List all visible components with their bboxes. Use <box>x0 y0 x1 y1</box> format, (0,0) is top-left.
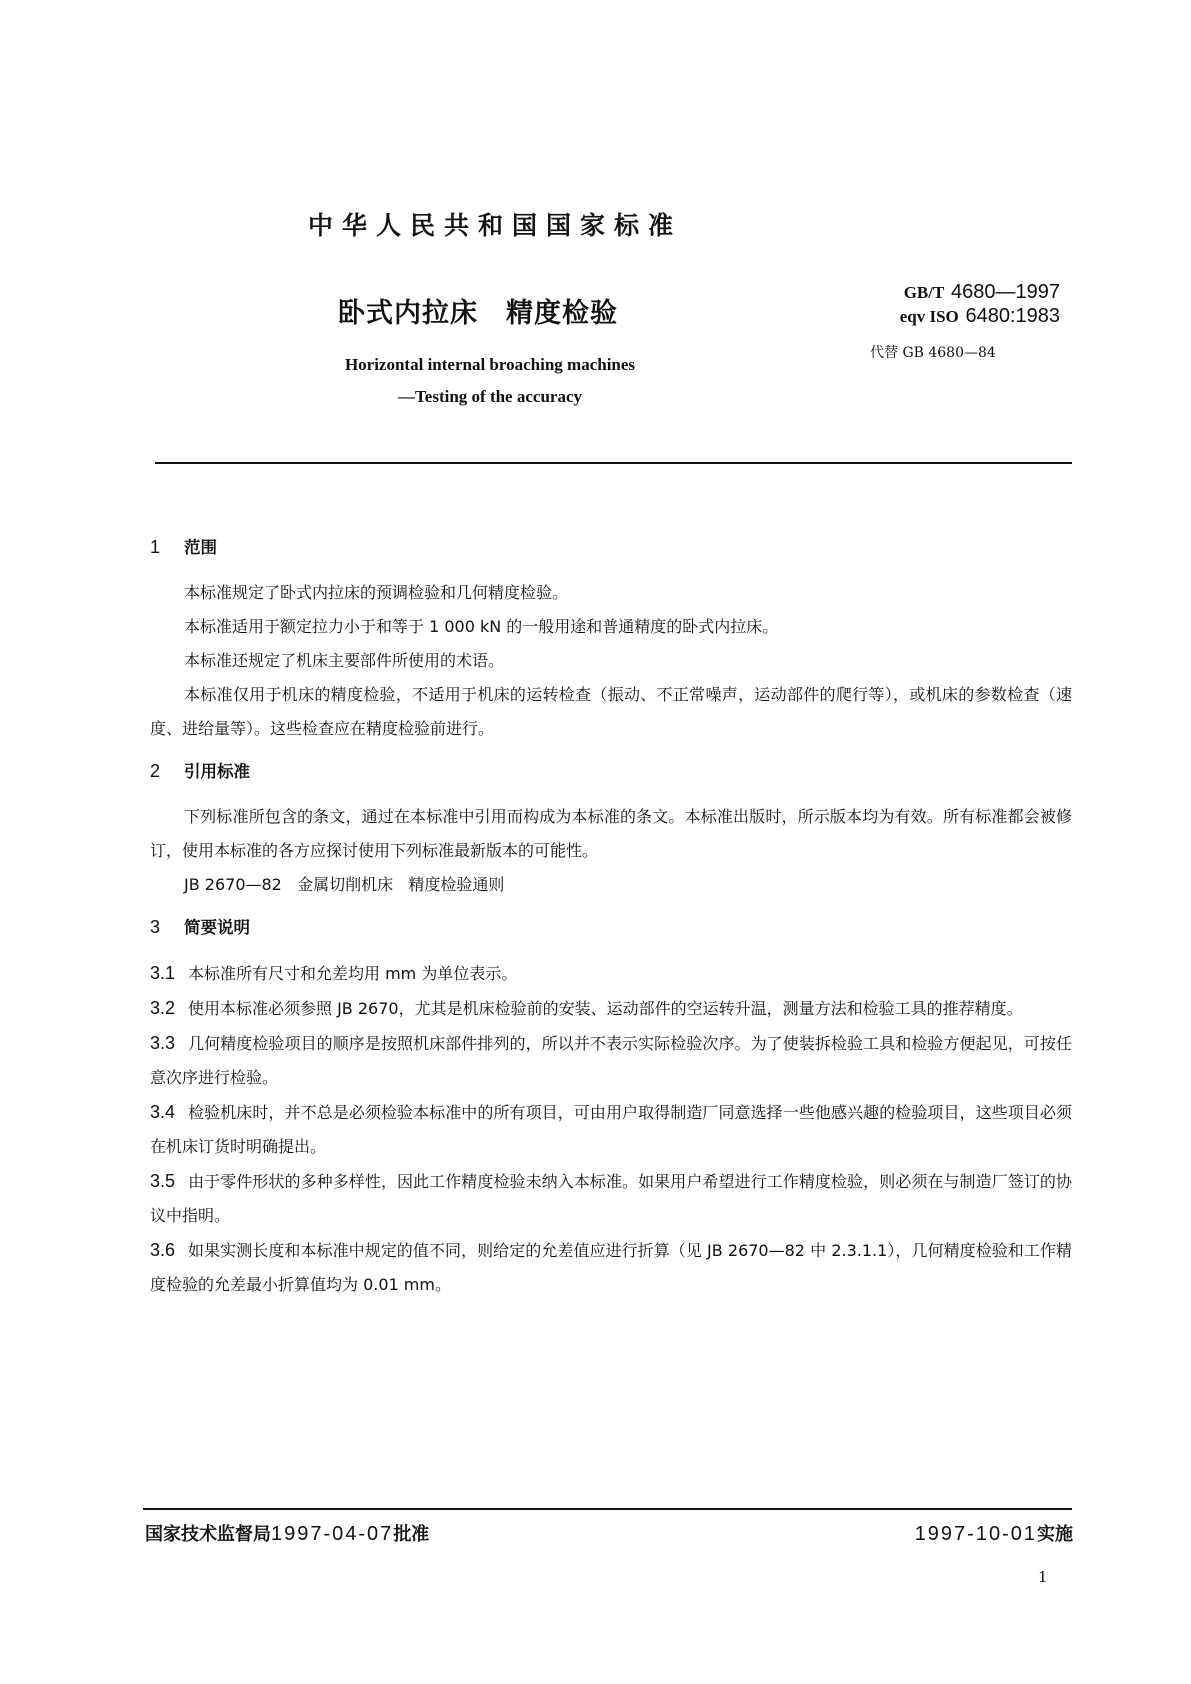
replaces-standard: 代替 GB 4680—84 <box>870 345 996 361</box>
section-heading-scope: 1 范围 <box>150 537 217 557</box>
country-standard-heading: 中华人民共和国国家标准 <box>308 211 683 240</box>
paragraph: 下列标准所包含的条文，通过在本标准中引用而构成为本标准的条文。本标准出版时，所示版本均为有效。所有标准都会被修订，使用本标准的各方应探讨使用下列标准最新版本的可能性。 <box>150 807 1072 860</box>
title-cn-part2: 精度检验 <box>506 298 618 329</box>
title-en-line2: —Testing of the accuracy <box>398 387 582 406</box>
clause-3-2: 3.2 使用本标准必须参照 JB 2670，尤其是机床检验前的安装、运动部件的空运转升温，测量方法和检验工具的推荐精度。 <box>150 998 1023 1018</box>
paragraph: 本标准仅用于机床的精度检验，不适用于机床的运转检查（振动、不正常噪声，运动部件的爬行等），或机床的参数检查（速度、进给量等）。这些检查应在精度检验前进行。 <box>150 685 1072 738</box>
clause-3-1: 3.1 本标准所有尺寸和允差均用 mm 为单位表示。 <box>150 963 518 983</box>
approval-date: 1997-04-07 <box>271 1523 394 1545</box>
footer-divider <box>143 1508 1072 1510</box>
document-body <box>150 530 1072 1302</box>
title-en-line1: Horizontal internal broaching machines <box>344 355 636 374</box>
paragraph: 本标准规定了卧式内拉床的预调检验和几何精度检验。 <box>184 583 569 602</box>
header-divider <box>155 462 1072 464</box>
document-title-en <box>280 349 700 413</box>
page-number: 1 <box>1038 1568 1048 1586</box>
clause-3-4: 3.4 检验机床时，并不总是必须检验本标准中的所有项目，可由用户取得制造厂同意选择一些他感兴趣的检验项目，这些项目必须在机床订货时明确提出。 <box>150 1102 1072 1156</box>
paragraph: 本标准适用于额定拉力小于和等于 1 000 kN 的一般用途和普通精度的卧式内拉床。 <box>184 617 779 636</box>
clause-3-6: 3.6 如果实测长度和本标准中规定的值不同，则给定的允差值应进行折算（见 JB 2670—82 中 2.3.1.1），几何精度检验和工作精度检验的允差最小折算值均为 0.01 mm。 <box>150 1240 1072 1294</box>
section-heading-normative-references: 2 引用标准 <box>150 761 250 781</box>
title-cn-part1: 卧式内拉床 <box>338 298 478 329</box>
standard-number: GB/T 4680—1997 <box>903 281 1060 303</box>
clause-3-5: 3.5 由于零件形状的多种多样性，因此工作精度检验未纳入本标准。如果用户希望进行工作精度检验，则必须在与制造厂签订的协议中指明。 <box>150 1171 1072 1225</box>
section-heading-brief-notes: 3 简要说明 <box>150 917 250 937</box>
reference-item: JB 2670—82 金属切削机床 精度检验通则 <box>184 875 505 894</box>
equivalent-standard: eqv ISO 6480:1983 <box>899 305 1060 327</box>
standard-code-block <box>820 280 1060 328</box>
document-title-cn <box>338 291 618 330</box>
effective-info: 1997-10-01实施 <box>914 1523 1073 1545</box>
effective-date: 1997-10-01 <box>914 1523 1037 1545</box>
clause-3-3: 3.3 几何精度检验项目的顺序是按照机床部件排列的，所以并不表示实际检验次序。为了使装拆检验工具和检验方便起见，可按任意次序进行检验。 <box>150 1033 1072 1087</box>
paragraph: 本标准还规定了机床主要部件所使用的术语。 <box>184 651 505 670</box>
approval-info: 国家技术监督局1997-04-07批准 <box>145 1523 430 1545</box>
